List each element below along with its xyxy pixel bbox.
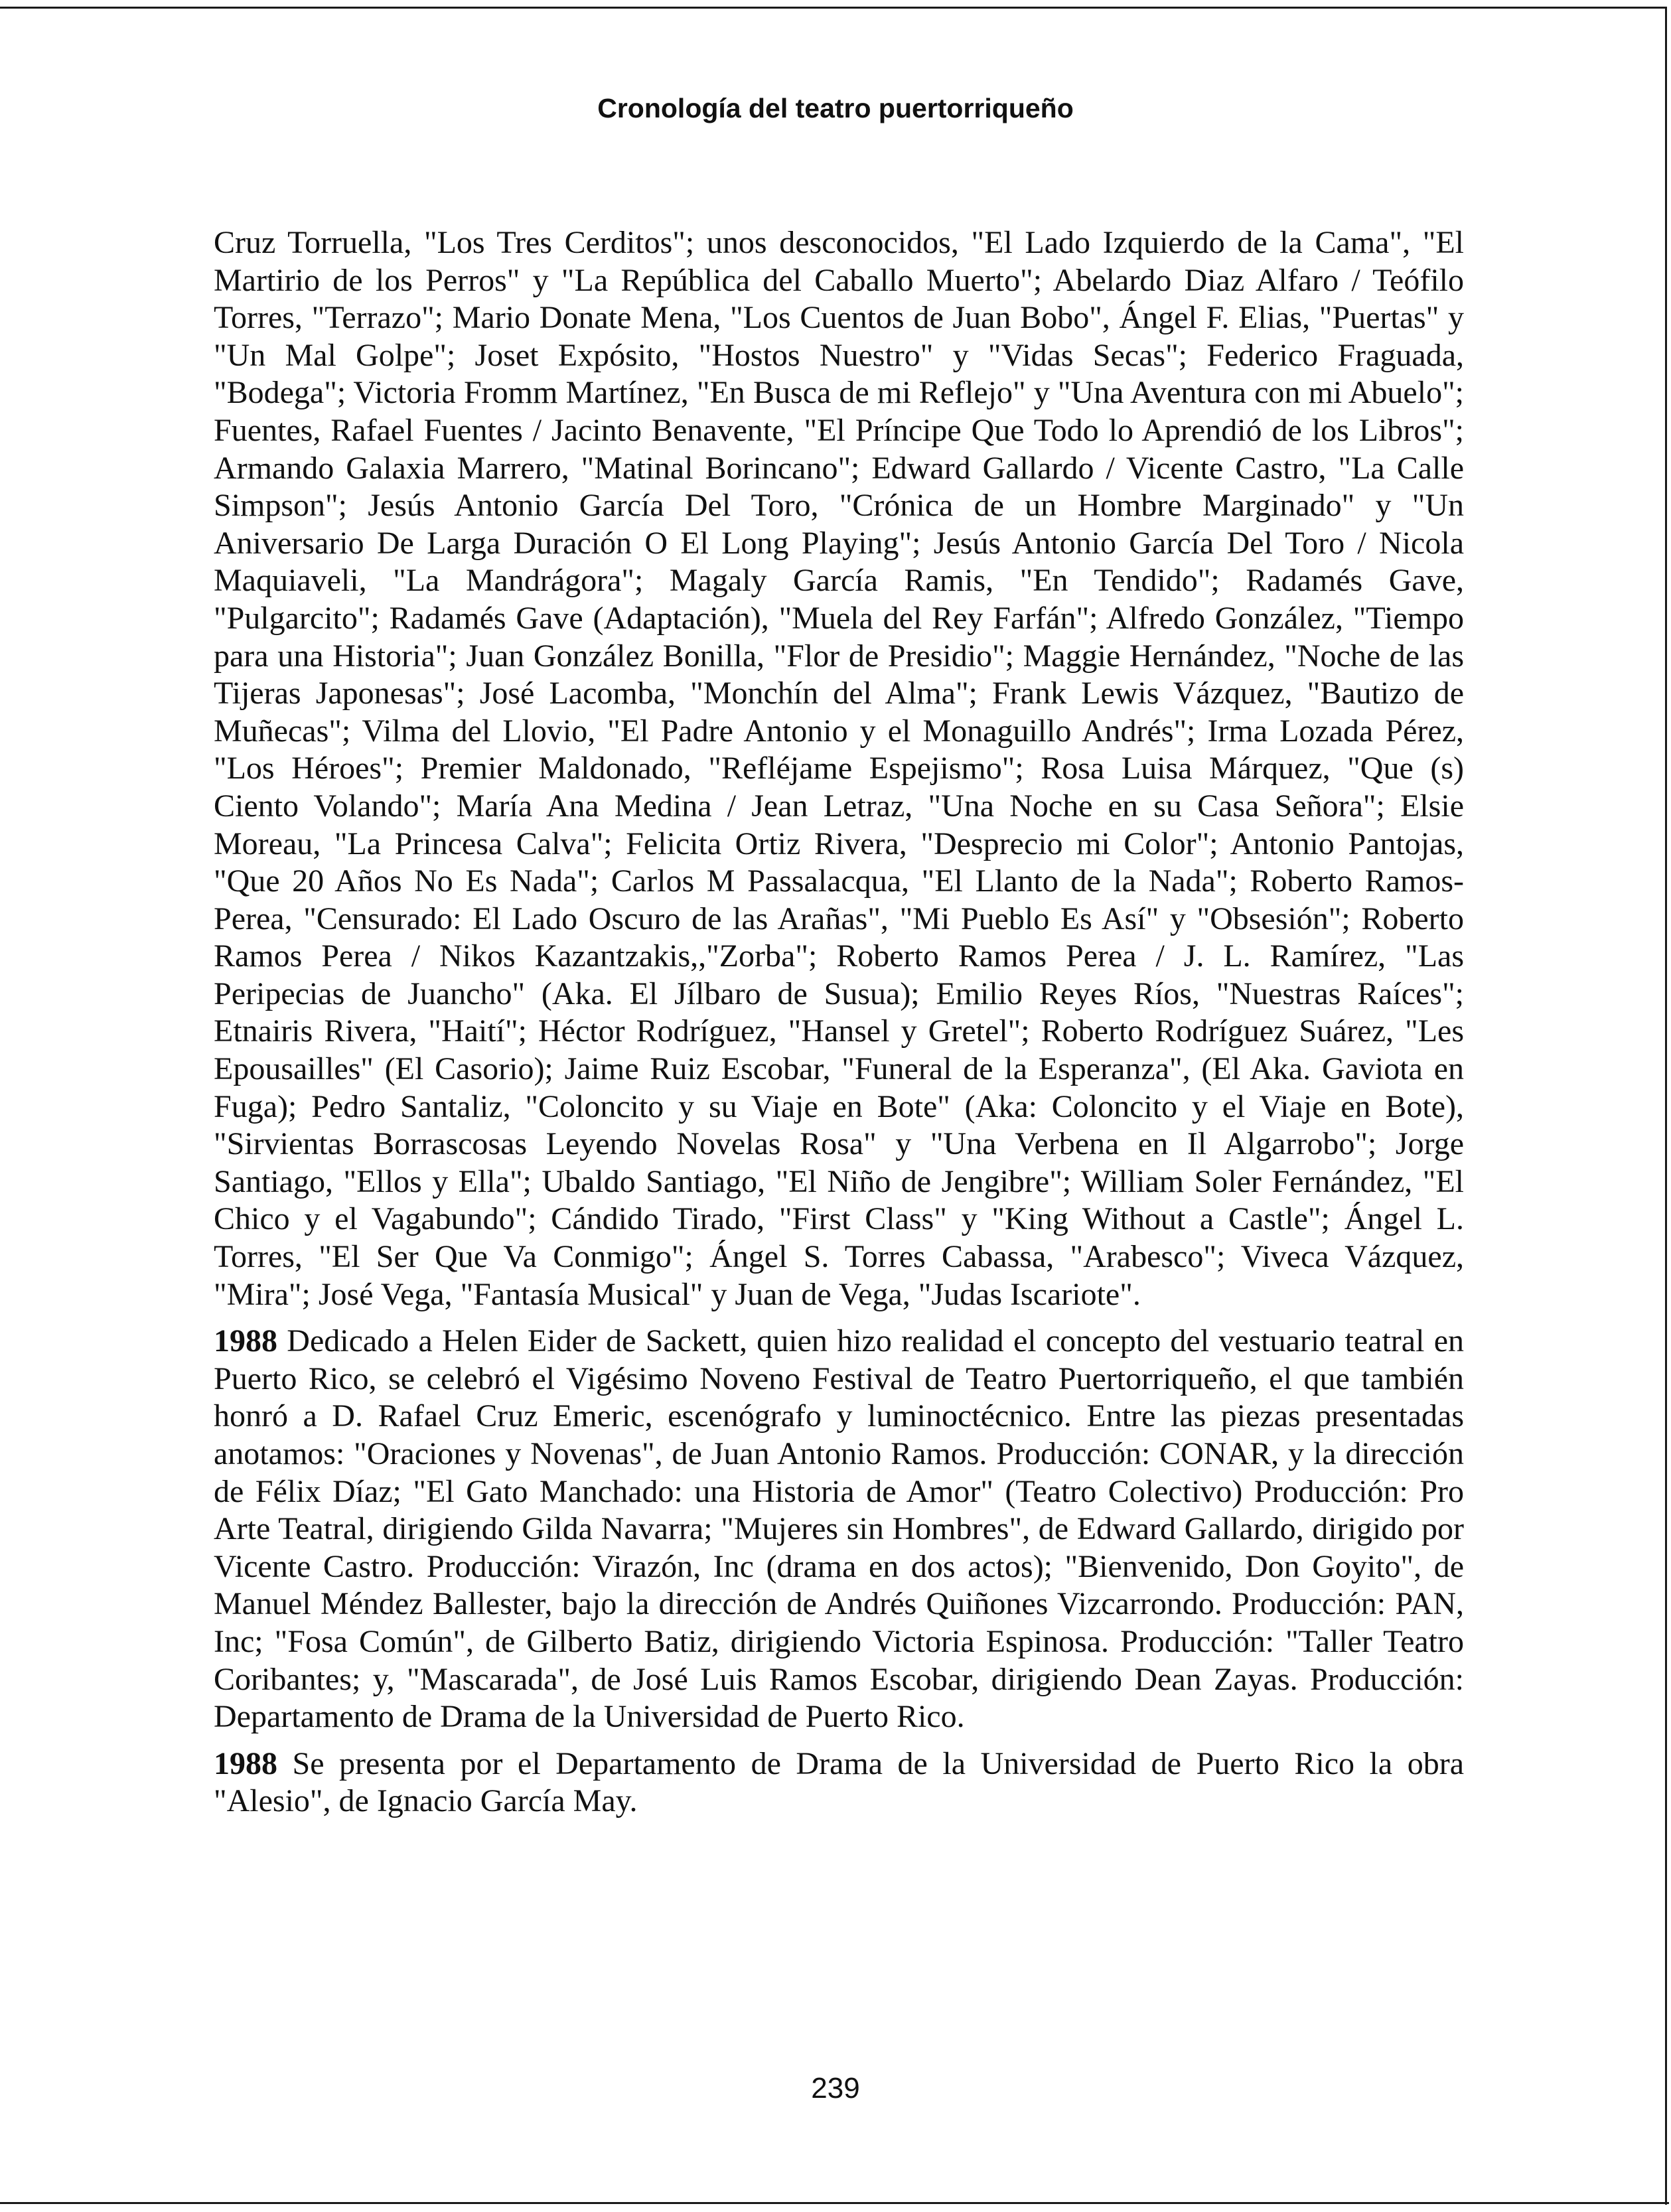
paragraph-text: Se presenta por el Departamento de Drama de la Universidad de Puerto Rico la obra "Alesio", de Ignacio García May. <box>214 1745 1465 1819</box>
paragraph-text: Dedicado a Helen Eider de Sackett, quien hizo realidad el concepto del vestuario teatral en Puerto Rico, se celebró el Vigésimo Noveno Festival de Teatro Puertorriqueño, el que también honró a D. Rafael Cruz Emeric, escenógrafo y luminoctécnico. Entre las piezas presentadas anotamos: "Oraciones y Novenas", de Juan Antonio Ramos. Producción: CONAR, y la dirección de Félix Díaz; "El Gato Manchado: una Historia de Amor" (Teatro Colectivo) Producción: Pro Arte Teatral, dirigiendo Gilda Navarra; "Mujeres sin Hombres", de Edward Gallardo, dirigido por Vicente Castro. Producción: Virazón, Inc (drama en dos actos); "Bienvenido, Don Goyito", de Manuel Méndez Ballester, bajo la dirección de Andrés Quiñones Vizcarrondo. Producción: PAN, Inc; "Fosa Común", de Gilberto Batiz, dirigiendo Victoria Espinosa. Producción: "Taller Teatro Coribantes; y, "Mascarada", de José Luis Ramos Escobar, dirigiendo Dean Zayas. Producción: Departamento de Drama de la Universidad de Puerto Rico. <box>214 1323 1465 1735</box>
scan-border-top <box>0 7 1666 9</box>
scan-border-right <box>1665 7 1667 2205</box>
paragraph-1988-festival <box>214 1323 1464 1736</box>
scan-border-bottom <box>0 2202 1669 2204</box>
body-text <box>214 224 1464 1830</box>
year-label: 1988 <box>214 1323 277 1359</box>
paragraph-continuation: Cruz Torruella, "Los Tres Cerditos"; unos desconocidos, "El Lado Izquierdo de la Cama", "El Martirio de los Perros" y "La República del Caballo Muerto"; Abelardo Diaz Alfaro / Teófilo Torres, "Terrazo"; Mario Donate Mena, "Los Cuentos de Juan Bobo", Ángel F. Elias, "Puertas" y "Un Mal Golpe"; Joset Expósito, "Hostos Nuestro" y "Vidas Secas"; Federico Fraguada, "Bodega"; Victoria Fromm Martínez, "En Busca de mi Reflejo" y "Una Aventura con mi Abuelo"; Fuentes, Rafael Fuentes / Jacinto Benavente, "El Príncipe Que Todo lo Aprendió de los Libros"; Armando Galaxia Marrero, "Matinal Borincano"; Edward Gallardo / Vicente Castro, "La Calle Simpson"; Jesús Antonio García Del Toro, "Crónica de un Hombre Marginado" y "Un Aniversario De Larga Duración O El Long Playing"; Jesús Antonio García Del Toro / Nicola Maquiaveli, "La Mandrágora"; Magaly García Ramis, "En Tendido"; Radamés Gave, "Pulgarcito"; Radamés Gave (Adaptación), "Muela del Rey Farfán"; Alfredo González, "Tiempo para una Historia"; Juan González Bonilla, "Flor de Presidio"; Maggie Hernández, "Noche de las Tijeras Japonesas"; José Lacomba, "Monchín del Alma"; Frank Lewis Vázquez, "Bautizo de Muñecas"; Vilma del Llovio, "El Padre Antonio y el Monaguillo Andrés"; Irma Lozada Pérez, "Los Héroes"; Premier Maldonado, "Refléjame Espejismo"; Rosa Luisa Márquez, "Que (s) Ciento Volando"; María Ana Medina / Jean Letraz, "Una Noche en su Casa Señora"; Elsie Moreau, "La Princesa Calva"; Felicita Ortiz Rivera, "Desprecio mi Color"; Antonio Pantojas, "Que 20 Años No Es Nada"; Carlos M Passalacqua, "El Llanto de la Nada"; Roberto Ramos-Perea, "Censurado: El Lado Oscuro de las Arañas", "Mi Pueblo Es Así" y "Obsesión"; Roberto Ramos Perea / Nikos Kazantzakis,,"Zorba"; Roberto Ramos Perea / J. L. Ramírez, "Las Peripecias de Juancho" (Aka. El Jílbaro de Susua); Emilio Reyes Ríos, "Nuestras Raíces"; Etnairis Rivera, "Haití"; Héctor Rodríguez, "Hansel y Gretel"; Roberto Rodríguez Suárez, "Les Epousailles" (El Casorio); Jaime Ruiz Escobar, "Funeral de la Esperanza", (El Aka. Gaviota en Fuga); Pedro Santaliz, "Coloncito y su Viaje en Bote" (Aka: Coloncito y el Viaje en Bote), "Sirvientas Borrascosas Leyendo Novelas Rosa" y "Una Verbena en Il Algarrobo"; Jorge Santiago, "Ellos y Ella"; Ubaldo Santiago, "El Niño de Jengibre"; William Soler Fernández, "El Chico y el Vagabundo"; Cándido Tirado, "First Class" y "King Without a Castle"; Ángel L. Torres, "El Ser Que Va Conmigo"; Ángel S. Torres Cabassa, "Arabesco"; Viveca Vázquez, "Mira"; José Vega, "Fantasía Musical" y Juan de Vega, "Judas Iscariote". <box>214 225 1464 1312</box>
page-number: 239 <box>811 2072 860 2104</box>
paragraph-1988-alesio <box>214 1745 1464 1820</box>
running-header: Cronología del teatro puertorriqueño <box>597 93 1074 123</box>
year-label: 1988 <box>214 1745 277 1781</box>
